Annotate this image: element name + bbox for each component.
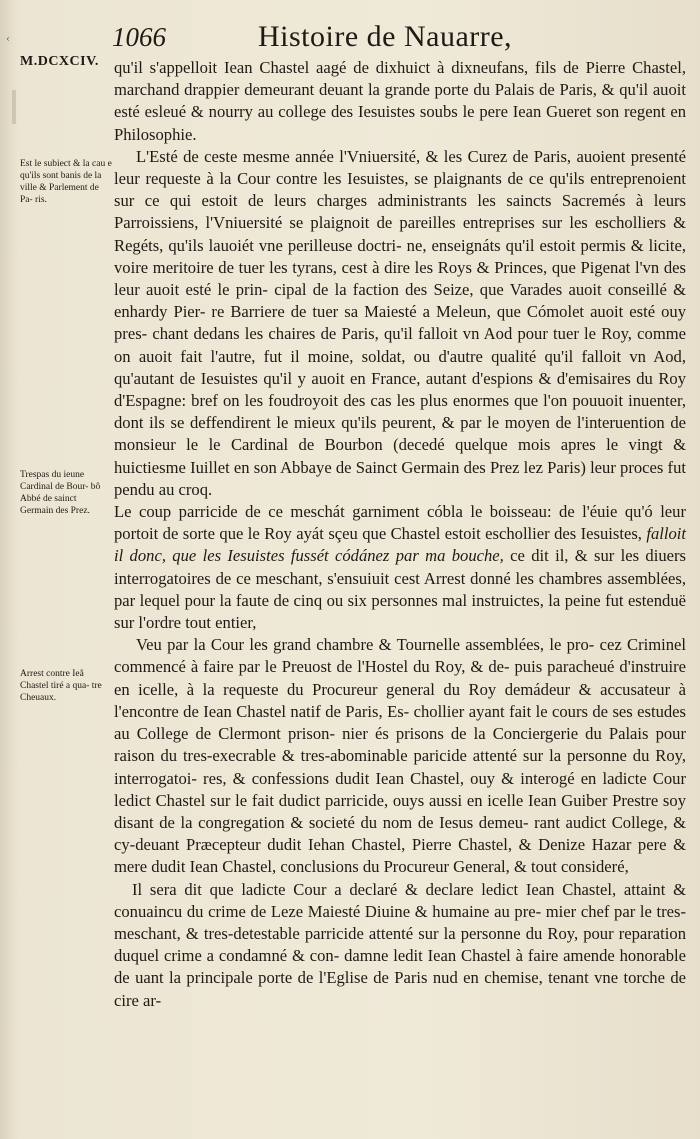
paragraph-3-start: Le coup parricide de ce meschát garniment cóbla le boisseau: de l'éuie qu'ó leur portoit de sorte que le Roy ayát sçeu que Chastel estoit eschollier des Iesuistes, bbox=[114, 502, 686, 544]
paragraph-3-end: ce dit il, & sur les diuers interrogatoires de ce meschant, s'ensuiuit cest Arrest donné les chambres assemblées, par lequel pour la faute de cinq ou six personnes mal instruictes, la peine fut estenduë sur l'ordre tout entier, bbox=[114, 546, 686, 633]
paragraph-2: L'Esté de ceste mesme année l'Vniuersité, & les Curez de Paris, auoient presenté leur requeste à la Cour contre les Iesuistes, se plaignants de ce qu'ils entreprenoient sur ce qui estoit de leurs charges administrants les saincts Sacremés à leurs Parroissiens, l'Vniuersité se plaignoit de pareilles entreprises sur les escholliers & Regéts, qu'ils lauoiét vne perilleuse doctri- ne, enseignáts qu'il estoit permis & licite, voire meritoire de tuer les tyrans, cest à dire les Roys & Princes, que Pigenat l'vn des leur auoit esté le prin- cipal de la faction des Seize, que Varades auoit conseillé & enhardy Pier- re Barriere de tuer sa Maiesté a Meleun, que Cómolet auoit esté ouy pres- chant dedans les chaires de Paris, qu'il falloit vn Aod pour tuer le Roy, comme on auoit fait l'autre, fut il moine, soldat, ou d'autre qualité qu'il falloit vn Aod, qu'autant de Iesuistes qu'il y auoit en France, autant d'espions & d'emisaires du Roy d'Espagne: bref on les foudroyoit des cas les plus enormes que l'on pouuoit inuenter, dont ils se deffendirent le mieux qu'ils peurent, & par le moyen de l'interuention de monsieur le le Cardinal de Bourbon (decedé quelque mois apres le vingt & huictiesme Iuillet en son Abbaye de Sainct Germain des Prez lez Paris) leur proces fut pendu au croq. bbox=[114, 146, 686, 499]
paragraph-4: Veu par la Cour les grand chambre & Tournelle assemblées, le pro- cez Criminel commencé à faire par le Preuost de l'Hostel du Roy, & de- puis paracheué d'instruire en icelle, à la requeste du Procureur general du Roy demádeur & accusateur à l'encontre de Iean Chastel natif de Paris, Es- chollier ayant fait le cours de ses estudes au College de Clermont prison- nier és prisons de la Conciergerie du Palais pour raison du tres-execrable & tres-abominable paricide attenté sur la personne du Roy, interrogatoi- res, & confessions dudit Iean Chastel, ouy & interogé en ladicte Cour ledict Chastel sur le fait dudict parricide, ouys aussi en icelle Iean Guiber Prestre soy disant de la congregation & societé du nom de Iesus demeu- rant audict College, & cy-deuant Præcepteur dudit Iehan Chastel, Pierre Chastel, & Denize Hazar pere & mere dudit Iean Chastel, conclusions du Procureur General, & tout consideré, bbox=[114, 635, 686, 877]
page-number: 1066 bbox=[112, 22, 166, 52]
paragraph-5: Il sera dit que ladicte Cour a declaré & declare ledict Iean Chastel, attaint & conuaincu du crime de Leze Maiesté Diuine & humaine au pre- mier chef par le tres-meschant, & tres-detestable parricide attenté sur la personne du Roy, pour reparation duquel crime a condamné & con- damne ledit Iean Chastel à faire amende honorable de uant la principale porte de l'Eglise de Paris nud en chemise, tenant vne torche de cire ar- bbox=[114, 879, 686, 1010]
paragraph-1: qu'il s'appelloit Iean Chastel aagé de dixhuict à dixneufans, fils de Pierre Chastel, marchand drappier demeurant deuant la grande porte du Palais de Paris, & qu'il auoit esté esleué & nourry au college des Iesuistes soubs le pere Iean Gueret son regent en Philosophie. bbox=[114, 58, 686, 144]
paragraph-3 bbox=[114, 501, 686, 634]
year-marker: M.DCXCIV. bbox=[20, 54, 99, 69]
king-quote: falloit il donc, que les Iesuistes fussét códánez par ma bouche, bbox=[114, 524, 686, 566]
ink-smudge bbox=[12, 90, 16, 124]
margin-note-banishment: Est le subiect & la cau e qu'ils sont banis de la ville & Parlement de Pa- ris. bbox=[20, 159, 112, 205]
margin-note-cardinal: Trespas du ieune Cardinal de Bour- bô Abbé de sainct Germain des Prez. bbox=[20, 470, 101, 516]
binding-mark-icon: ‹ bbox=[6, 34, 10, 45]
margin-note-arrest: Arrest contre Ieã Chastel tiré a qua- tre Cheuaux. bbox=[20, 669, 102, 703]
running-title: Histoire de Nauarre, bbox=[258, 20, 513, 53]
main-text bbox=[114, 57, 686, 1012]
